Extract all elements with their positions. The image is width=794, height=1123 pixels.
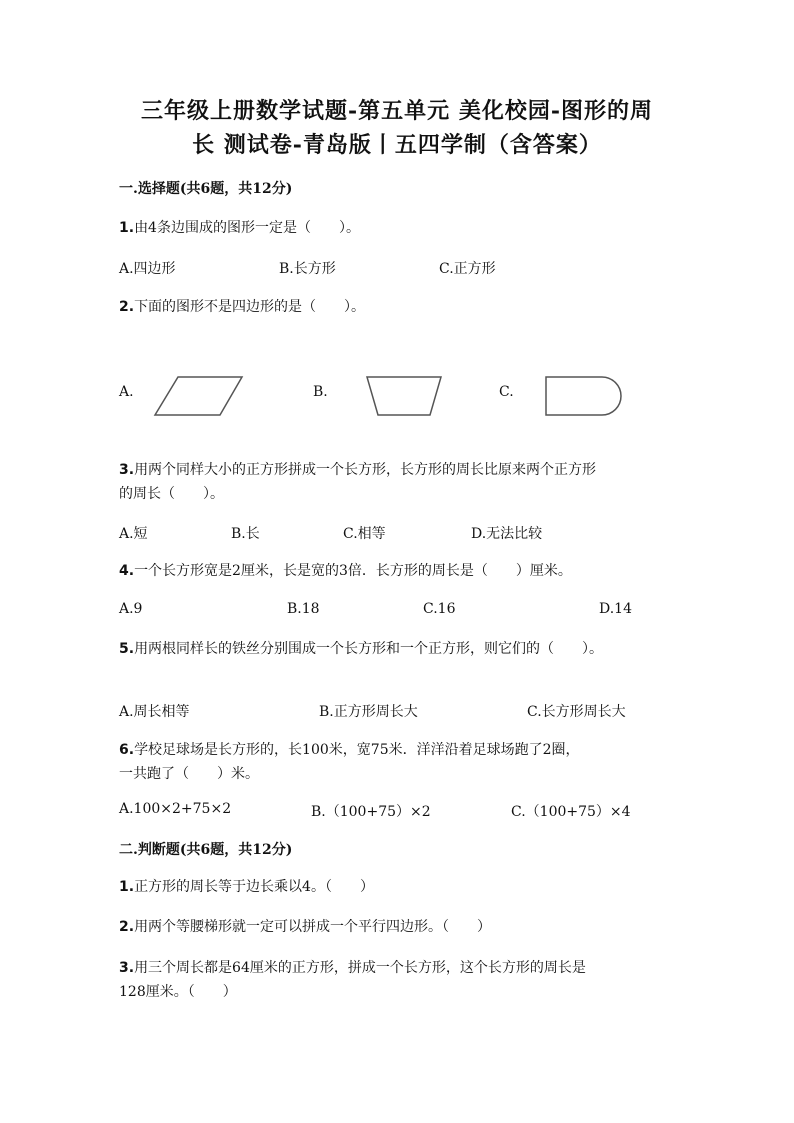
option-b: B.长 xyxy=(231,526,260,542)
question-5 xyxy=(119,637,719,661)
question-number: 2. xyxy=(119,299,135,315)
option-a: A.周长相等 xyxy=(119,704,190,720)
question-text-continued: 128厘米。（ ） xyxy=(119,984,237,1000)
question-number: 3. xyxy=(119,960,135,976)
judge-question-1 xyxy=(119,875,679,899)
question-text: 一个长方形宽是2厘米，长是宽的3倍．长方形的周长是（ ）厘米。 xyxy=(134,563,572,579)
question-number: 1. xyxy=(119,879,135,895)
question-1 xyxy=(119,216,679,240)
option-a: A. xyxy=(119,384,134,400)
option-a: A.四边形 xyxy=(119,261,176,277)
question-number: 6. xyxy=(119,742,135,758)
option-b: B.正方形周长大 xyxy=(319,704,418,720)
section-heading-choice: 一.选择题(共6题，共12分) xyxy=(119,181,293,197)
judge-question-3 xyxy=(119,956,679,1004)
option-a: A.9 xyxy=(119,601,143,617)
section-heading-judge: 二.判断题(共6题，共12分) xyxy=(119,842,293,858)
question-text: 下面的图形不是四边形的是（ ）。 xyxy=(134,299,366,315)
trapezoid-shape xyxy=(364,374,444,418)
option-c: C.正方形 xyxy=(439,261,496,277)
option-b: B. xyxy=(313,384,328,400)
question-text: 用两个同样大小的正方形拼成一个长方形，长方形的周长比原来两个正方形 xyxy=(134,462,597,478)
option-c: C.相等 xyxy=(343,526,386,542)
option-b: B.18 xyxy=(287,601,320,617)
judge-question-2 xyxy=(119,915,679,939)
question-number: 2. xyxy=(119,919,135,935)
option-a: A.100×2+75×2 xyxy=(119,801,232,817)
option-a: A.短 xyxy=(119,526,148,542)
question-text: 用三个周长都是64厘米的正方形，拼成一个长方形，这个长方形的周长是 xyxy=(134,960,586,976)
question-text-continued: 一共跑了（ ）米。 xyxy=(119,766,259,782)
question-text: 用两根同样长的铁丝分别围成一个长方形和一个正方形，则它们的（ ）。 xyxy=(134,641,604,657)
question-number: 1. xyxy=(119,220,135,236)
question-3 xyxy=(119,458,679,506)
option-c: C. xyxy=(499,384,514,400)
question-4 xyxy=(119,559,719,583)
question-number: 4. xyxy=(119,563,135,579)
parallelogram-shape xyxy=(152,374,246,418)
question-text: 由4条边围成的图形一定是（ ）。 xyxy=(134,220,360,236)
question-6 xyxy=(119,738,679,786)
option-b: B.长方形 xyxy=(279,261,336,277)
question-text: 正方形的周长等于边长乘以4。（ ） xyxy=(134,879,374,895)
title-line-1: 三年级上册数学试题-第五单元 美化校园-图形的周 xyxy=(141,98,653,124)
question-text-continued: 的周长（ ）。 xyxy=(119,486,224,502)
question-text: 用两个等腰梯形就一定可以拼成一个平行四边形。（ ） xyxy=(134,919,492,935)
question-2 xyxy=(119,295,679,319)
option-d: D.14 xyxy=(599,601,632,617)
question-text: 学校足球场是长方形的，长100米，宽75米．洋洋沿着足球场跑了2圈， xyxy=(134,742,580,758)
option-d: D.无法比较 xyxy=(471,526,543,542)
title-line-2: 长 测试卷-青岛版丨五四学制（含答案） xyxy=(192,132,602,158)
question-number: 5. xyxy=(119,641,135,657)
option-c: C.长方形周长大 xyxy=(527,704,626,720)
option-c: C.（100+75）×4 xyxy=(511,804,631,820)
option-c: C.16 xyxy=(423,601,456,617)
option-b: B.（100+75）×2 xyxy=(311,804,431,820)
rounded-end-shape xyxy=(543,374,625,418)
question-number: 3. xyxy=(119,462,135,478)
